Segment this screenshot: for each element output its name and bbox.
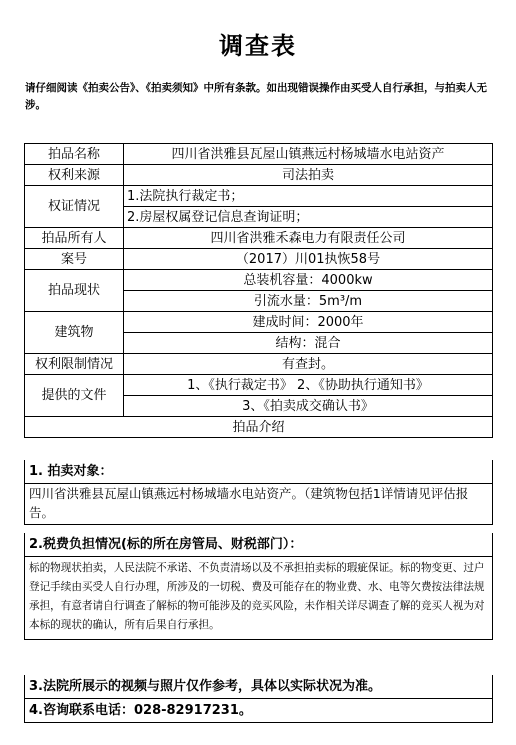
status-value-1: 总装机容量：4000kw [124,270,493,291]
restriction-label: 权利限制情况 [25,354,124,375]
table-row [25,228,493,249]
table-row [25,144,493,165]
section-media-note [24,675,493,699]
table-row [25,417,493,438]
notice-text: 请仔细阅读《拍卖公告》、《拍卖须知》中所有条款。如出现错误操作由买受人自行承担，与拍卖人无涉。 [25,82,487,111]
page-title: 调查表 [219,32,297,60]
docs-value-1: 1、《执行裁定书》 2、《协助执行通知书》 [124,375,493,396]
docs-label: 提供的文件 [25,375,124,417]
section-2-body: 标的物现状拍卖，人民法院不承诺、不负责清场以及不承担拍卖标的瑕疵保证。标的物变更、过户登记手续由买受人自行办理，所涉及的一切税、费及可能存在的物业费、水、电等欠费按法律法规承担，有意者请自行调查了解标的物可能涉及的竞买风险，未作相关详尽调查了解的竞买人视为对本标的现状的确认，所有后果自行承担。 [25,556,492,639]
table-row [25,249,493,270]
building-label: 建筑物 [25,312,124,354]
restriction-value: 有查封。 [124,354,493,375]
cert-value-1: 1.法院执行裁定书； [124,186,493,207]
section-4-heading: 4.咨询联系电话：028-82917231。 [29,703,252,718]
section-1-heading: 1. 拍卖对象： [29,464,113,479]
rights-source-label: 权利来源 [25,165,124,186]
section-2-heading: 2.税费负担情况(标的所在房管局、财税部门）： [29,537,303,552]
survey-table [24,143,493,438]
status-label: 拍品现状 [25,270,124,312]
intro-label: 拍品介绍 [25,417,493,438]
section-auction-object [24,460,493,525]
item-name-label: 拍品名称 [25,144,124,165]
section-3-heading: 3.法院所展示的视频与照片仅作参考，具体以实际状况为准。 [29,679,381,694]
table-row [25,354,493,375]
table-row [25,165,493,186]
section-tax-burden [24,533,493,640]
cert-label: 权证情况 [25,186,124,228]
docs-value-2: 3、《拍卖成交确认书》 [124,396,493,417]
cert-value-2: 2.房屋权属登记信息查询证明； [124,207,493,228]
building-value-1: 建成时间：2000年 [124,312,493,333]
section-1-body: 四川省洪雅县瓦屋山镇燕远村杨城墙水电站资产。（建筑物包括1详情请见评估报告。 [25,483,492,524]
rights-source-value: 司法拍卖 [124,165,493,186]
case-label: 案号 [25,249,124,270]
owner-value: 四川省洪雅禾森电力有限责任公司 [124,228,493,249]
table-row [25,186,493,207]
case-value: （2017）川01执恢58号 [124,249,493,270]
item-name-value: 四川省洪雅县瓦屋山镇燕远村杨城墙水电站资产 [124,144,493,165]
table-row [25,270,493,291]
table-row [25,375,493,396]
table-row [25,312,493,333]
status-value-2: 引流水量：5m³/m [124,291,493,312]
building-value-2: 结构：混合 [124,333,493,354]
owner-label: 拍品所有人 [25,228,124,249]
section-contact [24,699,493,723]
